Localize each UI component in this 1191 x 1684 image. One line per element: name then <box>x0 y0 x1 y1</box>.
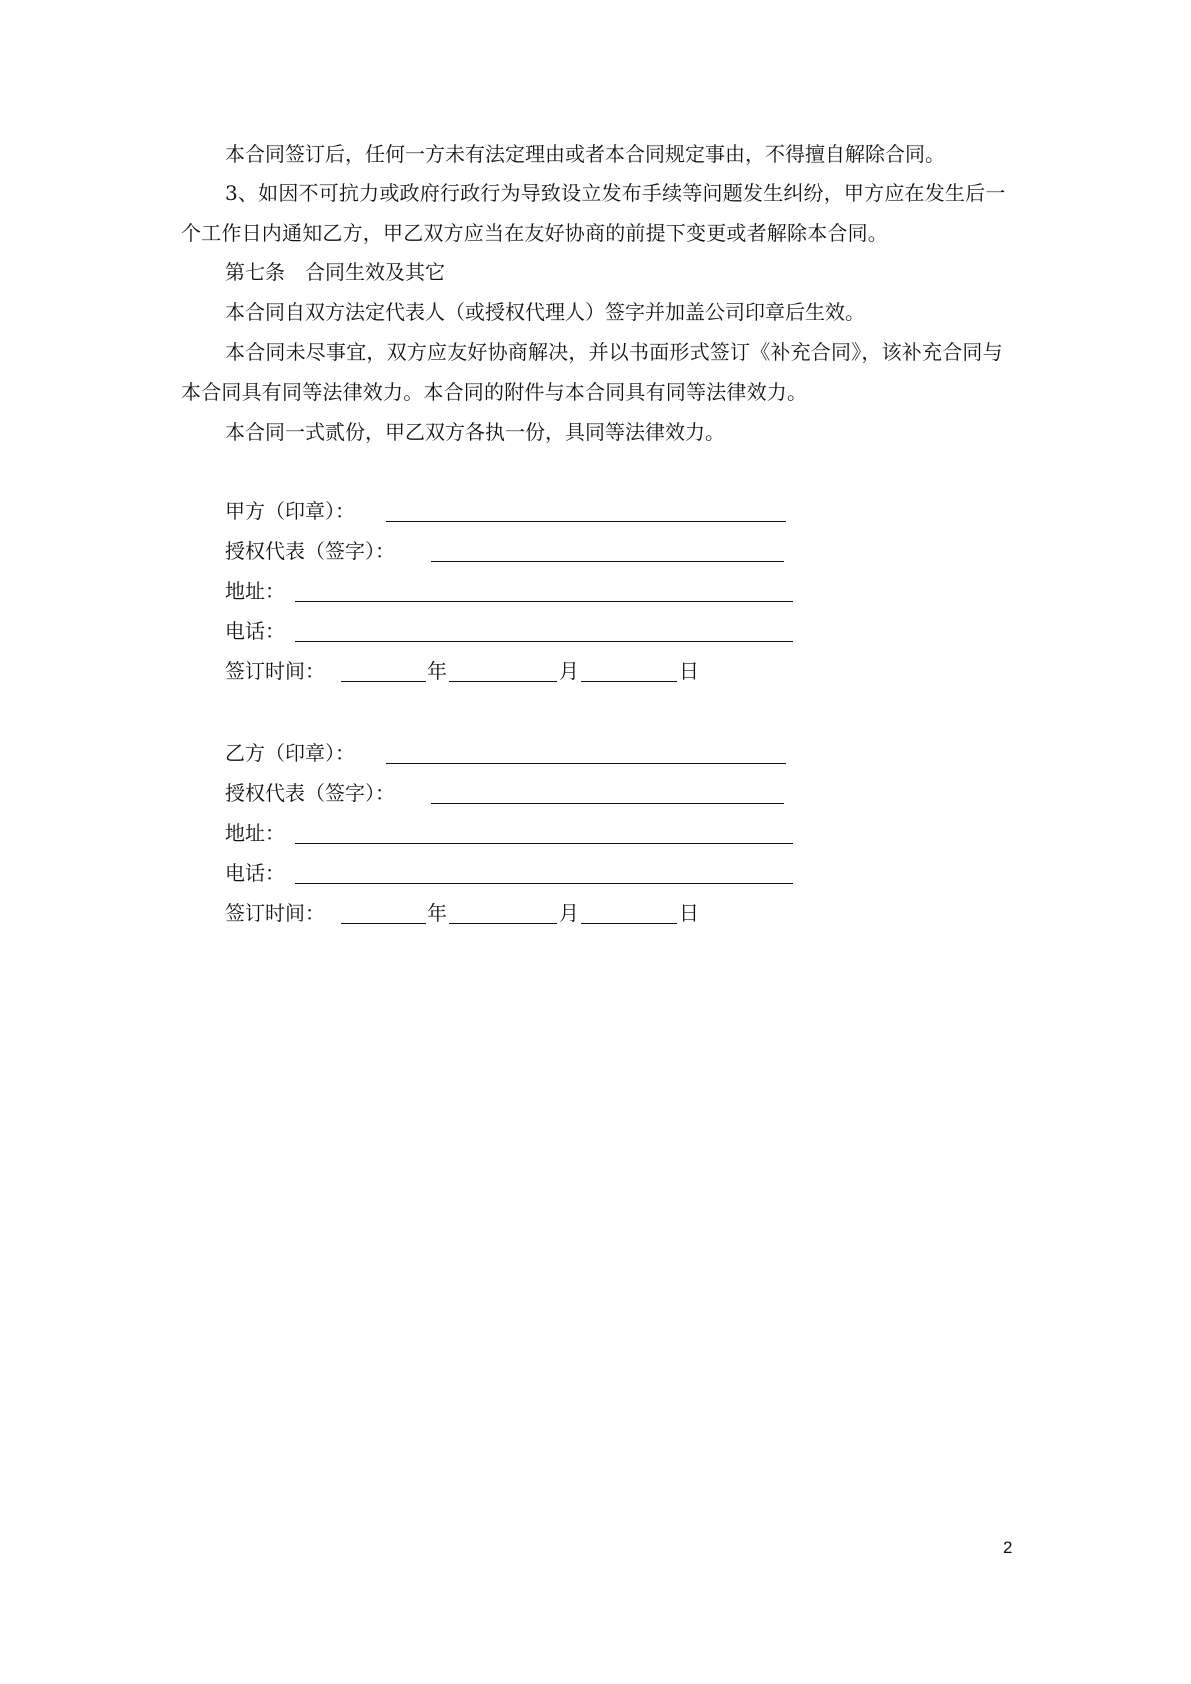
party-b-seal-label: 乙方（印章）： <box>225 741 355 765</box>
party-a-day-label: 日 <box>679 659 699 683</box>
party-a-rep-label: 授权代表（签字）： <box>225 539 395 563</box>
party-a-seal-line[interactable] <box>386 521 786 522</box>
party-b-phone-label: 电话： <box>225 861 285 885</box>
party-b-year-line[interactable] <box>341 923 426 924</box>
paragraph-supplement: 本合同未尽事宜，双方应友好协商解决，并以书面形式签订《补充合同》，该补充合同与本合同具有同等法律效力。本合同的附件与本合同具有同等法律效力。 <box>181 340 1003 404</box>
party-b-day-label: 日 <box>679 901 699 925</box>
party-b-month-label: 月 <box>559 901 579 925</box>
party-b-day-line[interactable] <box>581 923 677 924</box>
party-a-date-label: 签订时间： <box>225 659 325 683</box>
page-number: 2 <box>1003 1538 1013 1557</box>
party-a-phone-label: 电话： <box>225 619 285 643</box>
party-a-rep-line[interactable] <box>431 561 784 562</box>
party-b-address-label: 地址： <box>225 821 285 845</box>
paragraph-termination: 本合同签订后，任何一方未有法定理由或者本合同规定事由，不得擅自解除合同。 <box>225 142 945 166</box>
party-a-address-line[interactable] <box>295 601 793 602</box>
party-b-seal-line[interactable] <box>386 763 786 764</box>
party-a-day-line[interactable] <box>581 681 677 682</box>
paragraph-effectiveness: 本合同自双方法定代表人（或授权代理人）签字并加盖公司印章后生效。 <box>225 300 865 324</box>
article-seven-heading: 第七条 合同生效及其它 <box>225 260 445 284</box>
party-a-month-label: 月 <box>559 659 579 683</box>
party-b-rep-label: 授权代表（签字）： <box>225 781 395 805</box>
party-a-address-label: 地址： <box>225 579 285 603</box>
party-a-year-line[interactable] <box>341 681 426 682</box>
party-b-rep-line[interactable] <box>431 803 784 804</box>
party-b-year-label: 年 <box>427 901 447 925</box>
paragraph-force-majeure: 3、如因不可抗力或政府行政行为导致设立发布手续等问题发生纠纷，甲方应在发生后一个工作日内通知乙方，甲乙双方应当在友好协商的前提下变更或者解除本合同。 <box>181 181 1006 245</box>
party-a-year-label: 年 <box>427 659 447 683</box>
party-a-seal-label: 甲方（印章）： <box>225 499 355 523</box>
party-b-month-line[interactable] <box>449 923 557 924</box>
party-b-date-label: 签订时间： <box>225 901 325 925</box>
party-a-month-line[interactable] <box>449 681 557 682</box>
party-b-address-line[interactable] <box>295 843 793 844</box>
party-b-phone-line[interactable] <box>295 883 793 884</box>
party-a-phone-line[interactable] <box>295 641 793 642</box>
paragraph-copies: 本合同一式贰份，甲乙双方各执一份，具同等法律效力。 <box>225 420 725 444</box>
